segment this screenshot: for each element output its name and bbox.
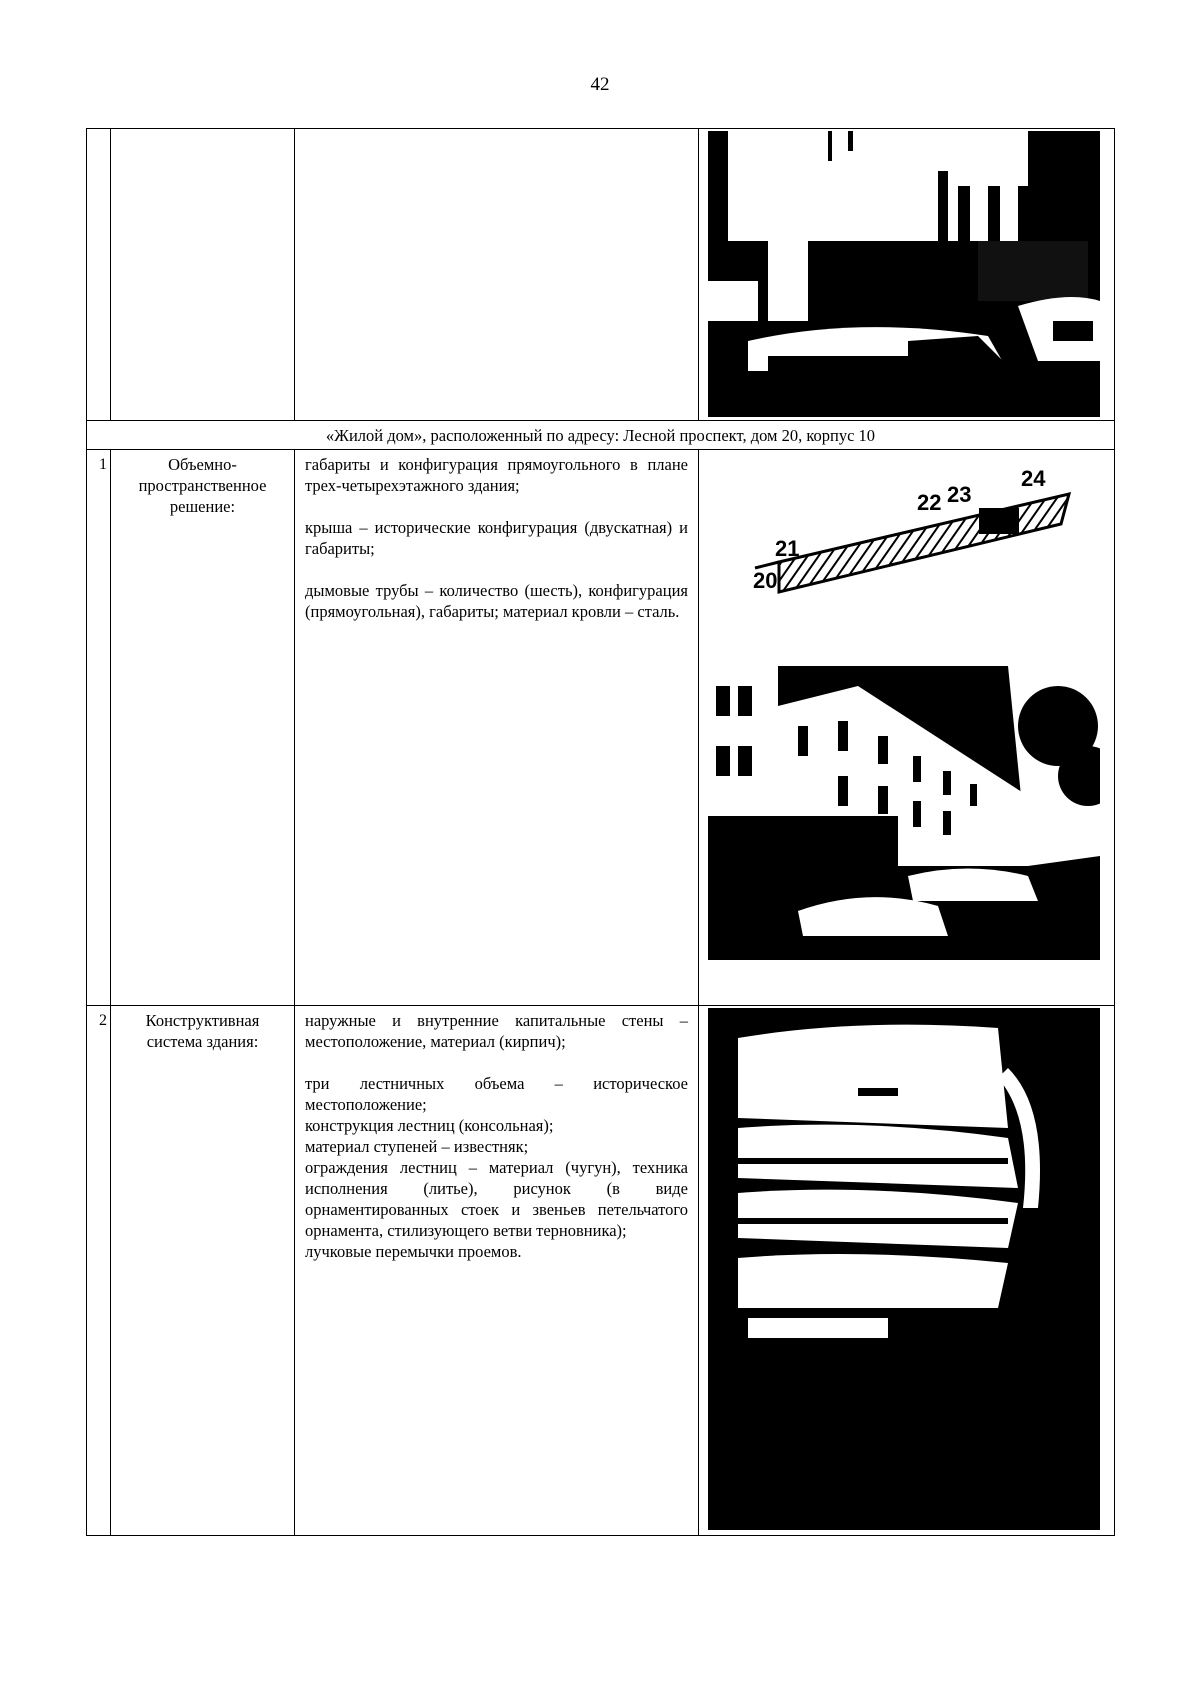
row-description (295, 450, 699, 1006)
description-line: три лестничных объема – историческое местоположение; (305, 1074, 688, 1114)
description-paragraph: наружные и внутренние капитальные стены – местоположение, материал (кирпич); (305, 1011, 688, 1051)
description-line: лучковые перемычки проемов. (305, 1242, 522, 1261)
continuation-row (87, 129, 1115, 421)
street-facade-photo (708, 131, 1100, 417)
cell-empty-desc (295, 129, 699, 421)
row-number: 1 (87, 450, 111, 1006)
diagram-label: 20 (753, 568, 778, 593)
row-description (295, 1006, 699, 1536)
diagram-label: 24 (1021, 466, 1046, 491)
staircase-photo (708, 1008, 1100, 1530)
description-paragraph: габариты и конфигурация прямоугольного в плане трех-четырехэтажного здания; (305, 455, 688, 495)
section-title-row (87, 421, 1115, 450)
cell-staircase-photo (699, 1006, 1115, 1536)
table-row (87, 450, 1115, 1006)
page-number: 42 (590, 74, 610, 95)
row-subject-name: Объемно-пространственное решение: (111, 450, 295, 1006)
diagram-label: 22 (917, 490, 942, 515)
row-subject-name: Конструктивная система здания: (111, 1006, 295, 1536)
section-title: «Жилой дом», расположенный по адресу: Лесной проспект, дом 20, корпус 10 (87, 421, 1115, 450)
description-line: ограждения лестниц – материал (чугун), техника исполнения (литье), рисунок (в виде орнаментированных стоек и звеньев петельчатого орнамента, стилизующего ветви терновника); (305, 1158, 688, 1240)
cell-empty-num (87, 129, 111, 421)
description-line: конструкция лестниц (консольная); (305, 1116, 554, 1135)
cell-empty-name (111, 129, 295, 421)
building-exterior-photo (708, 666, 1100, 960)
cell-photo-street (699, 129, 1115, 421)
cell-roof-images (699, 450, 1115, 1006)
description-paragraph: крыша – исторические конфигурация (двускатная) и габариты; (305, 518, 688, 558)
table-row (87, 1006, 1115, 1536)
row-number: 2 (87, 1006, 111, 1536)
description-line: материал ступеней – известняк; (305, 1137, 529, 1156)
roof-scheme-diagram (739, 464, 1079, 609)
diagram-label: 23 (947, 482, 972, 507)
diagram-label: 21 (775, 536, 800, 561)
monument-subject-table (86, 128, 1115, 1536)
description-paragraph: дымовые трубы – количество (шесть), конфигурация (прямоугольная), габариты; материал кровли – сталь. (305, 581, 688, 621)
